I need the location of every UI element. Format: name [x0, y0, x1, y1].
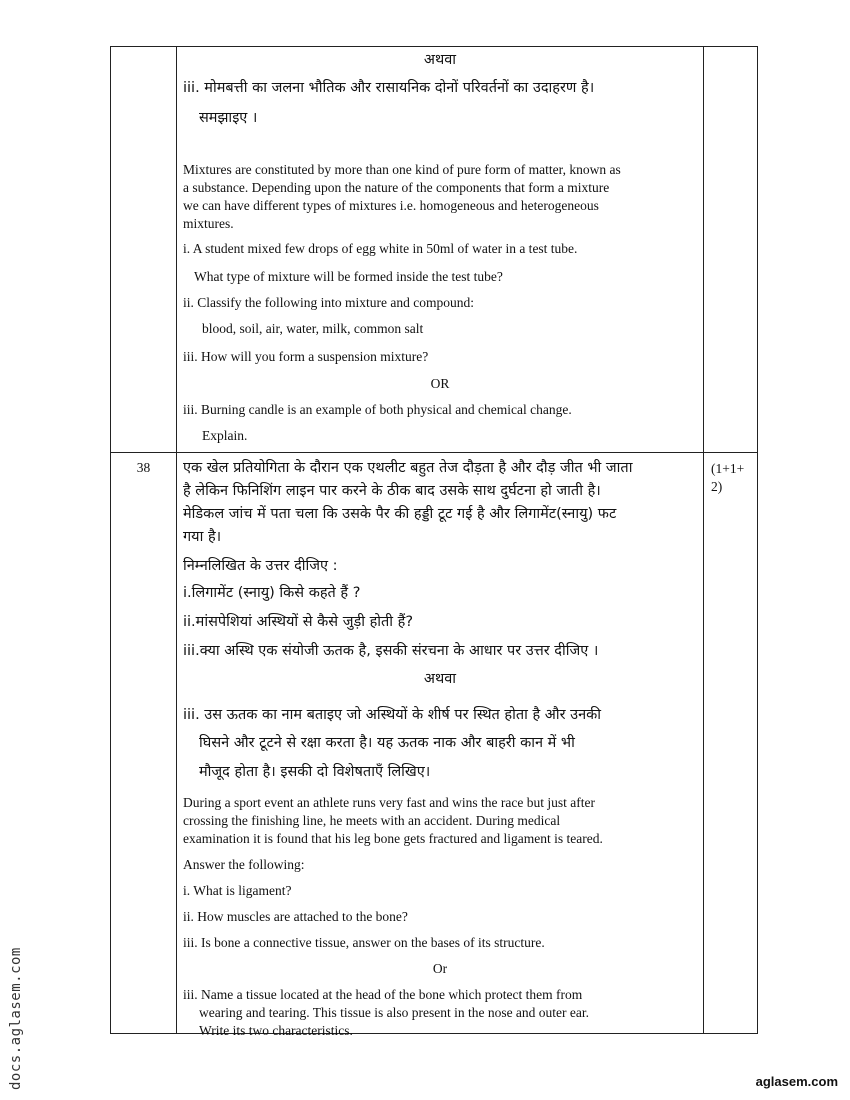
- question-line: iii. Name a tissue located at the head of the bone which protect them from: [183, 987, 583, 1002]
- passage-line: crossing the finishing line, he meets with an accident. During medical: [183, 813, 561, 828]
- question-line: Write its two characteristics.: [199, 1023, 353, 1038]
- question-line: iii. Is bone a connective tissue, answer on the bases of its structure.: [183, 935, 545, 950]
- passage-line: examination it is found that his leg bone gets fractured and ligament is teared.: [183, 831, 603, 846]
- hindi-question-line: iii.क्या अस्थि एक संयोजी ऊतक है, इसकी संरचना के आधार पर उत्तर दीजिए ।: [183, 643, 599, 659]
- brand-logo: aglasem.com: [755, 1074, 838, 1089]
- column-divider: [703, 47, 704, 1033]
- hindi-question-line: ii.मांसपेशियां अस्थियों से कैसे जुड़ी होती हैं?: [183, 614, 414, 630]
- or-label: Or: [432, 961, 448, 976]
- question-table: [110, 46, 758, 1038]
- question-line: i. A student mixed few drops of egg white in 50ml of water in a test tube.: [183, 241, 578, 256]
- passage-line: Mixtures are constituted by more than one kind of pure form of matter, known as: [183, 162, 621, 177]
- hindi-instruction: निम्नलिखित के उत्तर दीजिए :: [183, 558, 338, 574]
- watermark: docs.aglasem.com: [8, 947, 24, 1090]
- instruction-line: Answer the following:: [183, 857, 305, 872]
- question-line: What type of mixture will be formed inside the test tube?: [194, 269, 503, 284]
- hindi-passage-line: मेडिकल जांच में पता चला कि उसके पैर की हड्डी टूट गई है और लिगामेंट(स्नायु) फट: [183, 506, 617, 522]
- athva-label: अथवा: [423, 671, 457, 687]
- question-line: Explain.: [202, 428, 248, 443]
- hindi-alt-question-line: मौजूद होता है। इसकी दो विशेषताएँ लिखिए।: [199, 764, 431, 780]
- or-label: OR: [430, 376, 450, 391]
- hindi-alt-question-line: iii. उस ऊतक का नाम बताइए जो अस्थियों के शीर्ष पर स्थित होता है और उनकी: [183, 707, 602, 723]
- column-divider: [176, 47, 177, 1033]
- hindi-passage-line: एक खेल प्रतियोगिता के दौरान एक एथलीट बहुत तेज दौड़ता है और दौड़ जीत भी जाता: [183, 460, 633, 476]
- question-line: ii. How muscles are attached to the bone?: [183, 909, 408, 924]
- marks-label: 2): [711, 479, 723, 494]
- hindi-passage-line: गया है।: [183, 529, 222, 545]
- question-line: iii. Burning candle is an example of both physical and chemical change.: [183, 402, 572, 417]
- marks-label: (1+1+: [711, 461, 745, 476]
- athva-label: अथवा: [423, 52, 457, 68]
- row-divider: [111, 452, 757, 453]
- question-line: blood, soil, air, water, milk, common salt: [202, 321, 424, 336]
- hindi-question-line: i.लिगामेंट (स्नायु) किसे कहते हैं ?: [183, 585, 361, 601]
- question-line: ii. Classify the following into mixture and compound:: [183, 295, 474, 310]
- passage-line: mixtures.: [183, 216, 234, 231]
- question-line: wearing and tearing. This tissue is also present in the nose and outer ear.: [199, 1005, 590, 1020]
- hindi-alt-question-line: घिसने और टूटने से रक्षा करता है। यह ऊतक नाक और बाहरी कान में भी: [199, 735, 575, 751]
- hindi-alt-question-line: समझाइए ।: [199, 110, 258, 126]
- question-line: i. What is ligament?: [183, 883, 292, 898]
- hindi-passage-line: है लेकिन फिनिशिंग लाइन पार करने के ठीक बाद उसके साथ दुर्घटना हो जाती है।: [183, 483, 601, 499]
- passage-line: During a sport event an athlete runs very fast and wins the race but just after: [183, 795, 595, 810]
- passage-line: a substance. Depending upon the nature of the components that form a mixture: [183, 180, 610, 195]
- question-number: 38: [136, 460, 151, 475]
- passage-line: we can have different types of mixtures i.e. homogeneous and heterogeneous: [183, 198, 599, 213]
- question-line: iii. How will you form a suspension mixture?: [183, 349, 429, 364]
- hindi-alt-question-line: iii. मोमबत्ती का जलना भौतिक और रासायनिक दोनों परिवर्तनों का उदाहरण है।: [183, 80, 595, 96]
